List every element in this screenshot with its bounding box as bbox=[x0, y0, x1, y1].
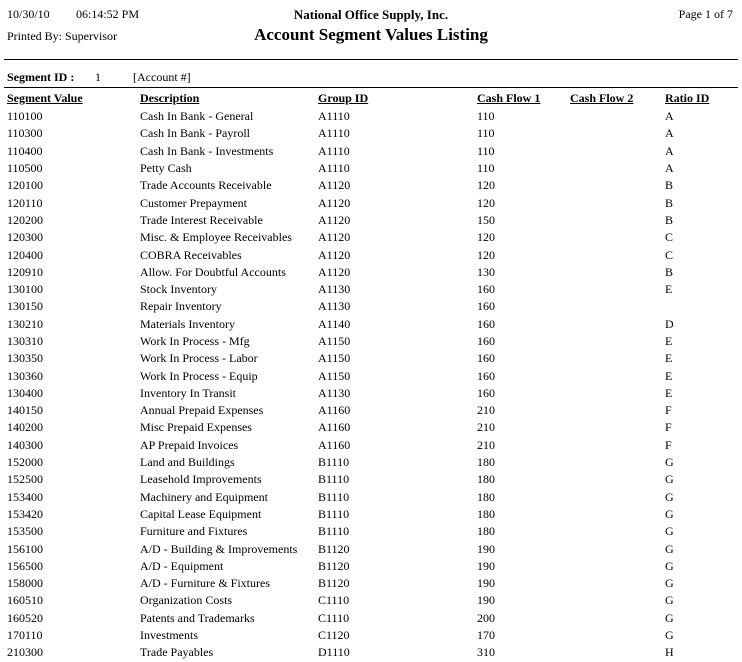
table-row bbox=[7, 298, 739, 315]
cell-description: Investments bbox=[140, 628, 198, 643]
cell-cash-flow-1: 200 bbox=[477, 610, 495, 625]
cell-ratio-id: F bbox=[665, 403, 672, 418]
column-header-group-id: Group ID bbox=[318, 91, 369, 105]
cell-cash-flow-1: 190 bbox=[477, 558, 495, 573]
cell-group-id: A1110 bbox=[318, 161, 350, 176]
cell-description: COBRA Receivables bbox=[140, 247, 242, 262]
cell-ratio-id: F bbox=[665, 437, 672, 452]
cell-description: Patents and Trademarks bbox=[140, 610, 255, 625]
cell-ratio-id: E bbox=[665, 282, 673, 297]
cell-segment-value: 120400 bbox=[7, 247, 43, 262]
cell-group-id: A1160 bbox=[318, 403, 351, 418]
cell-ratio-id: B bbox=[665, 195, 674, 210]
cell-cash-flow-1: 160 bbox=[477, 368, 495, 383]
table-row bbox=[7, 177, 739, 194]
cell-description: Misc. & Employee Receivables bbox=[140, 230, 292, 245]
cell-description: Capital Lease Equipment bbox=[140, 506, 262, 521]
table-row bbox=[7, 212, 739, 229]
cell-ratio-id: E bbox=[665, 351, 673, 366]
cell-segment-value: 152500 bbox=[7, 472, 43, 487]
table-row bbox=[7, 316, 739, 333]
cell-group-id: A1130 bbox=[318, 385, 351, 400]
cell-group-id: A1140 bbox=[318, 316, 351, 331]
cell-segment-value: 110500 bbox=[7, 161, 43, 176]
cell-ratio-id: G bbox=[665, 610, 674, 625]
cell-cash-flow-1: 110 bbox=[477, 126, 495, 141]
cell-ratio-id: F bbox=[665, 420, 672, 435]
segment-id-line bbox=[7, 70, 738, 85]
table-row bbox=[7, 194, 739, 211]
cell-segment-value: 160510 bbox=[7, 593, 43, 608]
cell-description: Land and Buildings bbox=[140, 455, 235, 470]
cell-ratio-id: G bbox=[665, 472, 674, 487]
cell-description: Organization Costs bbox=[140, 593, 233, 608]
cell-group-id: B1120 bbox=[318, 541, 350, 556]
column-header-cash-flow-2: Cash Flow 2 bbox=[570, 91, 634, 105]
segment-id-label: Segment ID : bbox=[7, 70, 75, 84]
cell-description: Work In Process - Labor bbox=[140, 351, 258, 366]
report-title: Account Segment Values Listing bbox=[254, 25, 488, 44]
printed-by: Printed By: Supervisor bbox=[7, 29, 117, 43]
cell-cash-flow-1: 130 bbox=[477, 264, 495, 279]
cell-ratio-id: H bbox=[665, 645, 674, 660]
table-row bbox=[7, 471, 739, 488]
cell-segment-value: 130210 bbox=[7, 316, 43, 331]
cell-segment-value: 120300 bbox=[7, 230, 43, 245]
cell-cash-flow-1: 120 bbox=[477, 178, 495, 193]
cell-segment-value: 130360 bbox=[7, 368, 43, 383]
cell-group-id: A1120 bbox=[318, 264, 351, 279]
cell-description: Customer Prepayment bbox=[140, 195, 247, 210]
cell-cash-flow-1: 210 bbox=[477, 420, 495, 435]
cell-cash-flow-1: 110 bbox=[477, 143, 495, 158]
table-row bbox=[7, 143, 739, 160]
cell-ratio-id: E bbox=[665, 385, 673, 400]
cell-group-id: C1110 bbox=[318, 593, 350, 608]
table-row bbox=[7, 264, 739, 281]
table-row bbox=[7, 558, 739, 575]
cell-group-id: B1110 bbox=[318, 506, 350, 521]
cell-cash-flow-1: 110 bbox=[477, 161, 495, 176]
cell-ratio-id: G bbox=[665, 593, 674, 608]
cell-cash-flow-1: 160 bbox=[477, 299, 495, 314]
cell-segment-value: 210300 bbox=[7, 645, 43, 660]
table-row bbox=[7, 627, 739, 644]
cell-group-id: C1110 bbox=[318, 610, 350, 625]
cell-group-id: B1120 bbox=[318, 558, 350, 573]
cell-ratio-id: G bbox=[665, 576, 674, 591]
cell-description: Cash In Bank - General bbox=[140, 109, 254, 124]
cell-ratio-id: E bbox=[665, 368, 673, 383]
table-row bbox=[7, 575, 739, 592]
cell-ratio-id: A bbox=[665, 143, 674, 158]
cell-cash-flow-1: 210 bbox=[477, 437, 495, 452]
header-divider bbox=[4, 59, 738, 60]
report-date: 10/30/10 bbox=[7, 7, 50, 21]
cell-group-id: A1120 bbox=[318, 212, 351, 227]
cell-segment-value: 120910 bbox=[7, 264, 43, 279]
cell-group-id: A1160 bbox=[318, 420, 351, 435]
table-row bbox=[7, 350, 739, 367]
cell-group-id: A1150 bbox=[318, 351, 351, 366]
cell-segment-value: 160520 bbox=[7, 610, 43, 625]
cell-ratio-id: G bbox=[665, 455, 674, 470]
cell-cash-flow-1: 160 bbox=[477, 334, 495, 348]
segment-values-table bbox=[7, 91, 739, 662]
cell-cash-flow-1: 120 bbox=[477, 230, 495, 245]
column-header-cash-flow-1: Cash Flow 1 bbox=[477, 91, 541, 105]
cell-cash-flow-1: 110 bbox=[477, 109, 495, 124]
cell-ratio-id: G bbox=[665, 558, 674, 573]
cell-group-id: A1150 bbox=[318, 368, 351, 383]
cell-segment-value: 170110 bbox=[7, 628, 43, 643]
cell-description: Annual Prepaid Expenses bbox=[140, 403, 264, 418]
segment-divider bbox=[4, 87, 738, 88]
column-header-description: Description bbox=[140, 91, 200, 105]
cell-description: Inventory In Transit bbox=[140, 385, 236, 400]
cell-cash-flow-1: 210 bbox=[477, 403, 495, 418]
cell-description: Repair Inventory bbox=[140, 299, 222, 314]
cell-segment-value: 153400 bbox=[7, 489, 43, 504]
column-header-segment-value: Segment Value bbox=[7, 91, 83, 105]
page-number: Page 1 of 7 bbox=[678, 7, 733, 21]
cell-group-id: A1120 bbox=[318, 178, 351, 193]
table-row bbox=[7, 540, 739, 557]
cell-group-id: B1110 bbox=[318, 472, 350, 487]
table-row bbox=[7, 125, 739, 142]
cell-segment-value: 130100 bbox=[7, 282, 43, 297]
cell-description: Leasehold Improvements bbox=[140, 472, 262, 487]
cell-group-id: A1130 bbox=[318, 282, 351, 297]
cell-cash-flow-1: 180 bbox=[477, 472, 495, 487]
cell-ratio-id: C bbox=[665, 230, 674, 245]
table-row bbox=[7, 419, 739, 436]
table-body bbox=[7, 108, 739, 662]
cell-ratio-id: G bbox=[665, 524, 674, 539]
cell-group-id: A1110 bbox=[318, 126, 350, 141]
table-row bbox=[7, 385, 739, 402]
table-header-row bbox=[7, 91, 739, 106]
cell-segment-value: 140200 bbox=[7, 420, 43, 435]
table-row bbox=[7, 108, 739, 125]
cell-segment-value: 120200 bbox=[7, 212, 43, 227]
cell-cash-flow-1: 190 bbox=[477, 541, 495, 556]
cell-cash-flow-1: 180 bbox=[477, 524, 495, 539]
cell-description: Work In Process - Equip bbox=[140, 368, 258, 383]
cell-ratio-id: D bbox=[665, 316, 674, 331]
cell-cash-flow-1: 120 bbox=[477, 247, 495, 262]
cell-ratio-id: B bbox=[665, 264, 674, 279]
cell-segment-value: 153500 bbox=[7, 524, 43, 539]
cell-group-id: B1110 bbox=[318, 455, 350, 470]
cell-cash-flow-1: 160 bbox=[477, 385, 495, 400]
cell-segment-value: 130350 bbox=[7, 351, 43, 366]
cell-description: Materials Inventory bbox=[140, 316, 235, 331]
cell-ratio-id: B bbox=[665, 212, 674, 227]
cell-cash-flow-1: 310 bbox=[477, 645, 495, 660]
cell-cash-flow-1: 120 bbox=[477, 195, 495, 210]
cell-description: A/D - Furniture & Fixtures bbox=[140, 576, 270, 591]
cell-description: Machinery and Equipment bbox=[140, 489, 268, 504]
cell-group-id: A1110 bbox=[318, 143, 350, 158]
cell-segment-value: 120100 bbox=[7, 178, 43, 193]
cell-group-id: D1110 bbox=[318, 645, 350, 660]
cell-segment-value: 130400 bbox=[7, 385, 43, 400]
cell-ratio-id: G bbox=[665, 541, 674, 556]
cell-segment-value: 156100 bbox=[7, 541, 43, 556]
column-header-ratio-id: Ratio ID bbox=[665, 91, 710, 105]
cell-description: AP Prepaid Invoices bbox=[140, 437, 239, 452]
cell-cash-flow-1: 180 bbox=[477, 489, 495, 504]
cell-cash-flow-1: 190 bbox=[477, 576, 495, 591]
table-row bbox=[7, 644, 739, 661]
cell-segment-value: 130150 bbox=[7, 299, 43, 314]
cell-ratio-id: G bbox=[665, 506, 674, 521]
cell-segment-value: 140150 bbox=[7, 403, 43, 418]
cell-description: A/D - Equipment bbox=[140, 558, 224, 573]
cell-group-id: B1110 bbox=[318, 489, 350, 504]
table-row bbox=[7, 454, 739, 471]
cell-group-id: A1120 bbox=[318, 230, 351, 245]
cell-group-id: B1120 bbox=[318, 576, 350, 591]
cell-description: Stock Inventory bbox=[140, 282, 217, 297]
cell-description: A/D - Building & Improvements bbox=[140, 541, 298, 556]
cell-description: Allow. For Doubtful Accounts bbox=[140, 264, 286, 279]
cell-ratio-id: C bbox=[665, 247, 674, 262]
cell-ratio-id: E bbox=[665, 334, 673, 348]
cell-ratio-id: G bbox=[665, 628, 674, 643]
segment-name: [Account #] bbox=[133, 70, 191, 84]
cell-cash-flow-1: 170 bbox=[477, 628, 495, 643]
cell-cash-flow-1: 180 bbox=[477, 506, 495, 521]
cell-group-id: B1110 bbox=[318, 524, 350, 539]
cell-segment-value: 153420 bbox=[7, 506, 43, 521]
cell-segment-value: 156500 bbox=[7, 558, 43, 573]
table-row bbox=[7, 229, 739, 246]
cell-ratio-id: A bbox=[665, 126, 674, 141]
segment-id-value: 1 bbox=[95, 70, 101, 84]
cell-segment-value: 110400 bbox=[7, 143, 43, 158]
cell-segment-value: 140300 bbox=[7, 437, 43, 452]
cell-group-id: A1120 bbox=[318, 195, 351, 210]
cell-description: Trade Interest Receivable bbox=[140, 212, 263, 227]
table-row bbox=[7, 281, 739, 298]
cell-group-id: C1120 bbox=[318, 628, 350, 643]
cell-group-id: A1150 bbox=[318, 334, 351, 348]
cell-segment-value: 110300 bbox=[7, 126, 43, 141]
cell-ratio-id: B bbox=[665, 178, 674, 193]
table-row bbox=[7, 333, 739, 350]
cell-segment-value: 130310 bbox=[7, 334, 43, 348]
company-name: National Office Supply, Inc. bbox=[293, 7, 449, 22]
table-row bbox=[7, 506, 739, 523]
table-row bbox=[7, 367, 739, 384]
table-row bbox=[7, 592, 739, 609]
table-row bbox=[7, 523, 739, 540]
cell-cash-flow-1: 180 bbox=[477, 455, 495, 470]
cell-group-id: A1160 bbox=[318, 437, 351, 452]
cell-description: Trade Accounts Receivable bbox=[140, 178, 272, 193]
cell-group-id: A1120 bbox=[318, 247, 351, 262]
table-row bbox=[7, 610, 739, 627]
cell-ratio-id: A bbox=[665, 109, 674, 124]
table-row bbox=[7, 246, 739, 263]
cell-description: Trade Payables bbox=[140, 645, 214, 660]
cell-group-id: A1110 bbox=[318, 109, 350, 124]
cell-description: Work In Process - Mfg bbox=[140, 334, 250, 348]
report-time: 06:14:52 PM bbox=[76, 7, 140, 21]
cell-cash-flow-1: 160 bbox=[477, 282, 495, 297]
cell-cash-flow-1: 160 bbox=[477, 316, 495, 331]
cell-description: Cash In Bank - Payroll bbox=[140, 126, 250, 141]
cell-segment-value: 110100 bbox=[7, 109, 43, 124]
cell-segment-value: 120110 bbox=[7, 195, 43, 210]
cell-description: Cash In Bank - Investments bbox=[140, 143, 274, 158]
cell-description: Furniture and Fixtures bbox=[140, 524, 248, 539]
cell-description: Misc Prepaid Expenses bbox=[140, 420, 252, 435]
cell-cash-flow-1: 190 bbox=[477, 593, 495, 608]
cell-segment-value: 152000 bbox=[7, 455, 43, 470]
table-row bbox=[7, 160, 739, 177]
cell-ratio-id: A bbox=[665, 161, 674, 176]
cell-cash-flow-1: 160 bbox=[477, 351, 495, 366]
cell-description: Petty Cash bbox=[140, 161, 192, 176]
table-row bbox=[7, 489, 739, 506]
cell-ratio-id: G bbox=[665, 489, 674, 504]
table-row bbox=[7, 402, 739, 419]
cell-group-id: A1130 bbox=[318, 299, 351, 314]
cell-segment-value: 158000 bbox=[7, 576, 43, 591]
cell-cash-flow-1: 150 bbox=[477, 212, 495, 227]
table-row bbox=[7, 437, 739, 454]
